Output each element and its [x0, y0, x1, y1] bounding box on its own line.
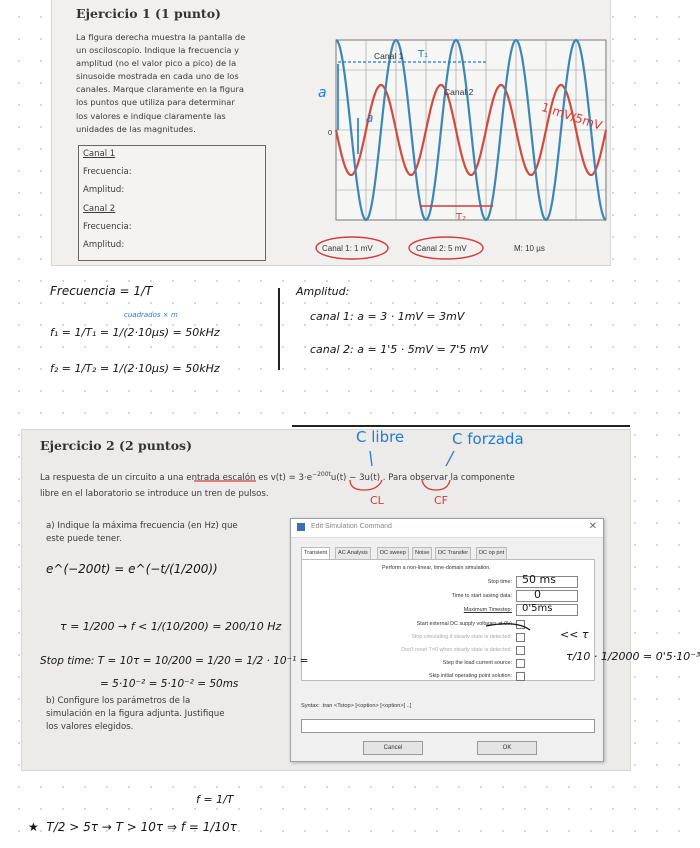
note-canal2-amplitude: canal 2: a = 1'5 · 5mV = 7'5 mV [310, 343, 488, 356]
question-b-line: los valores elegidos. [46, 722, 134, 733]
cancel-button[interactable]: Cancel [363, 741, 423, 755]
check-label-external-dc: Start external DC supply voltages at 0V: [416, 621, 512, 627]
check-label-step-load: Step the load current source: [442, 660, 512, 666]
t1-annotation: T₁ [418, 49, 429, 60]
answer-canal2-label: Canal 2 [83, 204, 116, 214]
scale-side-note: 1 mV/5mV [539, 100, 604, 133]
tab-noise[interactable]: Noise [412, 547, 432, 559]
note-cuadrados: cuadrados × m [124, 311, 178, 319]
question-b-line: simulación en la figura adjunta. Justifique [46, 709, 225, 720]
note-stop-time-2: = 5·10⁻² = 5·10⁻² = 50ms [100, 678, 239, 690]
exercise-2-title: Ejercicio 2 (2 puntos) [40, 438, 192, 453]
answer-canal1-label: Canal 1 [83, 149, 116, 159]
scope-label-canal1: Canal 1 [374, 51, 404, 61]
note-stop-time: Stop time: T = 10τ = 10/200 = 1/20 = 1/2 · 10⁻¹ = [40, 655, 309, 667]
zero-level-marker: 0 [328, 128, 333, 137]
intro-exponent: −200t [312, 471, 331, 478]
statement-line: sinusoide mostrada en cada uno de los [76, 71, 239, 82]
max-timestep-value: 0'5ms [522, 603, 553, 614]
note-amplitud-title: Amplitud: [296, 285, 350, 298]
save-data-value: 0 [534, 588, 541, 601]
note-much-less-tau: << τ [560, 628, 589, 641]
note-bottom-condition: ★ T/2 > 5τ → T > 10τ ⇒ f = 1/10τ [28, 820, 237, 834]
syntax-text: Syntax: .tran <Tstop> [<option> [<option>] ..] [301, 703, 412, 709]
statement-line: unidades de las magnitudes. [76, 123, 196, 134]
statement-line: los puntos que utiliza para determinar [76, 97, 235, 108]
note-c-libre: C libre [356, 428, 405, 446]
scope-footer-canal1: Canal 1: 1 mV [322, 244, 373, 253]
scope-footer-timebase: M: 10 µs [514, 244, 545, 253]
intro-equation-start: La respuesta de un circuito a una entrada escalón es v(t) = 3·e [40, 472, 313, 483]
scope-label-canal2: Canal 2 [444, 87, 474, 97]
note-f1-line: f₁ = 1/T₁ = 1/(2·10μs) = 50kHz [50, 326, 220, 339]
answer-frecuencia2: Frecuencia: [83, 222, 132, 232]
note-tau-frequency: τ = 1/200 → f < 1/(10/200) = 200/10 Hz [60, 620, 282, 633]
ok-button[interactable]: OK [477, 741, 537, 755]
dialog-title: Edit Simulation Command [311, 523, 392, 530]
stop-time-value: 50 ms [522, 573, 556, 586]
t2-annotation: T₂ [456, 212, 467, 223]
panel-description: Perform a non-linear, time-domain simulation. [382, 565, 491, 571]
note-canal1-amplitude: canal 1: a = 3 · 1mV = 3mV [310, 310, 465, 323]
tab-transient[interactable]: Transient [301, 547, 330, 559]
statement-line: La figura derecha muestra la pantalla de [76, 32, 246, 42]
tab-ac-analysis[interactable]: AC Analysis [335, 547, 371, 559]
exercise-1-title: Ejercicio 1 (1 punto) [76, 6, 221, 21]
amplitude-a-annotation: a [318, 85, 327, 101]
note-f2-line: f₂ = 1/T₂ = 1/(2·10μs) = 50kHz [50, 362, 220, 375]
statement-line: amplitud (no el valor pico a pico) de la [76, 58, 237, 69]
note-tau-over-10: τ/10 · 1/2000 = 0'5·10⁻³ [566, 650, 700, 663]
answer-amplitud2: Amplitud: [83, 240, 125, 250]
note-bottom-condition-text: T/2 > 5τ → T > 10τ ⇒ f = 1/10τ [46, 820, 237, 834]
tab-dc-sweep[interactable]: DC sweep [377, 547, 409, 559]
answer-amplitud1: Amplitud: [83, 185, 125, 195]
stop-time-label: Stop time: [487, 579, 512, 585]
exercise-2-intro-line2: libre en el laboratorio se introduce un tren de pulsos. [40, 489, 269, 499]
statement-line: los valores e indique claramente las [76, 110, 226, 121]
scope-footer-canal2: Canal 2: 5 mV [416, 244, 467, 253]
check-label-dont-reset: Don't reset T=0 when steady state is detected: [401, 647, 512, 653]
note-bottom-frequency: f = 1/T [196, 793, 234, 806]
statement-line: canales. Marque claramente en la figura [76, 84, 244, 95]
save-data-label: Time to start saving data: [451, 593, 512, 599]
question-a-line: a) Indique la máxima frecuencia (en Hz) que [46, 521, 238, 531]
check-label-stop-steady: Stop simulating if steady state is detected: [411, 634, 512, 640]
note-cf: CF [434, 494, 449, 507]
max-timestep-label: Maximum Timestep: [463, 607, 512, 613]
intro-equation-end: u(t) − 3u(t) . Para observar la componente [330, 472, 515, 483]
check-label-skip-op: Skip initial operating point solution: [428, 673, 512, 679]
tab-dc-op-pnt[interactable]: DC op pnt [476, 547, 507, 559]
statement-line: un osciloscopio. Indique la frecuencia y [76, 45, 240, 56]
note-frecuencia-formula: Frecuencia = 1/T [50, 284, 153, 298]
question-a-line: este puede tener. [46, 534, 122, 545]
answer-frecuencia1: Frecuencia: [83, 167, 132, 177]
note-exponential: e^(−200t) = e^(−t/(1/200)) [46, 562, 218, 576]
tab-dc-transfer[interactable]: DC Transfer [435, 547, 471, 559]
note-c-forzada: C forzada [452, 430, 524, 448]
note-cl: CL [370, 494, 384, 507]
question-b-line: b) Configure los parámetros de la [46, 696, 191, 706]
amplitude-a2-annotation: a [366, 111, 374, 125]
close-icon[interactable]: ✕ [588, 521, 597, 532]
